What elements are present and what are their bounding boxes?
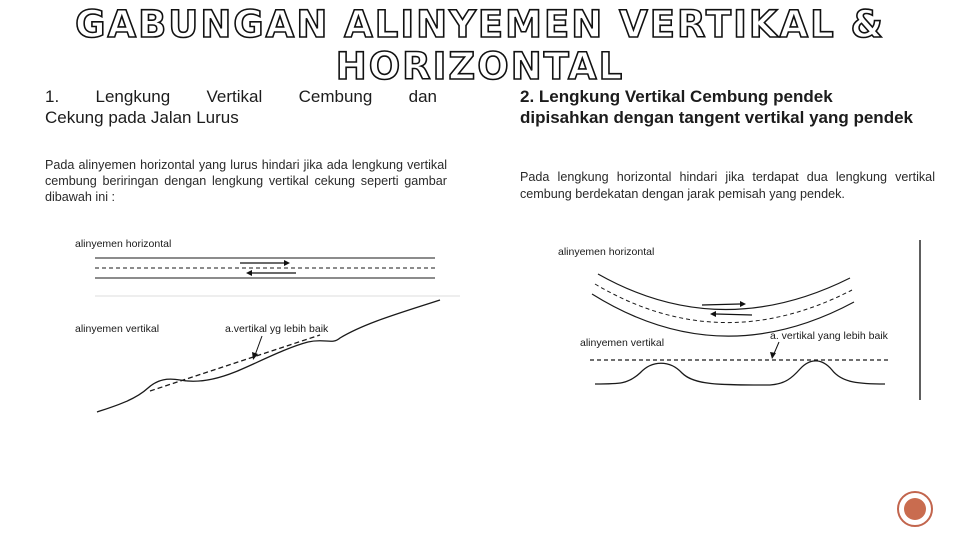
right-body-text: Pada lengkung horizontal hindari jika terdapat dua lengkung vertikal cembung berdekatan dengan jarak pemisah yang pendek. [520,170,935,201]
right-label-vertical: alinyemen vertikal [580,337,665,349]
left-heading [45,86,437,128]
circle-badge-icon [897,491,933,527]
left-label-vertical: alinyemen vertikal [75,323,160,335]
right-figure [550,238,930,403]
left-figure [40,228,470,418]
right-figure-background [550,238,930,403]
left-body-text: Pada alinyemen horizontal yang lurus hindari jika ada lengkung vertikal cembung beriringan dengan lengkung vertikal cekung seperti gambar dibawah ini : [45,158,447,205]
right-label-horizontal: alinyemen horizontal [558,246,655,258]
left-heading-line1: 1. Lengkung Vertikal Cembung dan [45,87,437,106]
left-label-better: a.vertikal yg lebih baik [225,323,329,335]
left-label-horizontal: alinyemen horizontal [75,238,172,250]
slide-title: GABUNGAN ALINYEMEN VERTIKAL & HORIZONTAL [75,3,885,88]
right-heading: 2. Lengkung Vertikal Cembung pendek dipisahkan dengan tangent vertikal yang pendek [520,87,913,127]
badge-inner-dot [904,498,926,520]
right-label-better: a. vertikal yang lebih baik [770,330,888,342]
left-heading-line2: Cekung pada Jalan Lurus [45,108,239,127]
